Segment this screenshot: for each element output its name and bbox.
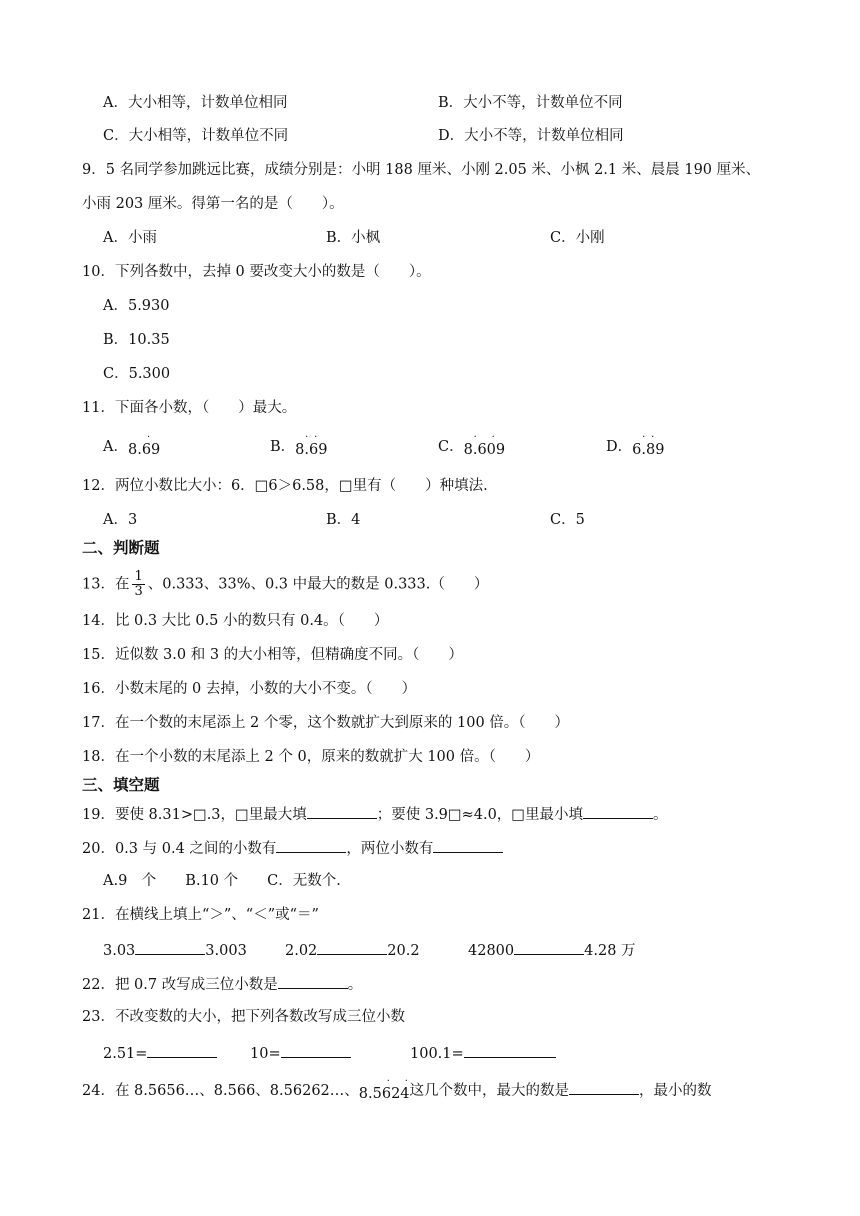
q20-options: A.9 个 B.10 个 C．无数个. [103, 873, 341, 889]
q8-option-b[interactable]: B．大小不等，计数单位不同 [438, 95, 623, 111]
q21-compare-a: 3.03 3.003 [103, 939, 247, 961]
repeat-dot-icon: · [146, 432, 151, 443]
section-heading-fill-in: 三、填空题 [82, 776, 160, 794]
q18-stem: 18．在一个小数的末尾添上 2 个 0，原来的数就扩大 100 倍。（ ） [82, 749, 540, 765]
q24-stem: 24．在 8.5656…、8.566、8.56262…、8.5624 · · 这几个数中，最大的数是 ，最小的数 [82, 1076, 712, 1102]
q20-stem: 20．0.3 与 0.4 之间的小数有 ，两位小数有 [82, 837, 503, 859]
q10-option-b[interactable]: B．10.35 [103, 332, 170, 348]
q8-option-a[interactable]: A．大小相等，计数单位相同 [103, 95, 288, 111]
q14-stem: 14．比 0.3 大比 0.5 小的数只有 0.4。（ ） [82, 613, 389, 629]
q12-option-a[interactable]: A．3 [103, 512, 138, 528]
repeat-dot-icon: · [642, 432, 646, 443]
q9-option-b[interactable]: B．小枫 [326, 230, 381, 246]
q9-option-c[interactable]: C．小刚 [550, 230, 605, 246]
repeat-dot-icon: · [473, 432, 477, 443]
q19-blank-1[interactable] [307, 803, 377, 819]
q8-option-c[interactable]: C．大小相等，计数单位不同 [103, 128, 289, 144]
q13-stem: 13．在 $\frac{1}{3}$ 、0.333、33%、0.3 中最大的数是 0.333.（ ） [82, 569, 489, 599]
q11-d-value: 6.89 · · [632, 432, 665, 458]
q23-item-a: 2.51= [103, 1042, 217, 1064]
q21-stem: 21．在横线上填上“＞”、“＜”或“＝” [82, 907, 319, 923]
q23-blank-c[interactable] [464, 1042, 556, 1058]
q11-option-c[interactable] [438, 432, 506, 458]
section-heading-judgement: 二、判断题 [82, 539, 160, 557]
q11-a-value: 8.69 · [127, 432, 161, 458]
q23-blank-b[interactable] [281, 1042, 351, 1058]
q23-stem: 23．不改变数的大小，把下列各数改写成三位小数 [82, 1009, 405, 1025]
q9-stem-line1: 9．5 名同学参加跳远比赛，成绩分别是：小明 188 厘米、小刚 2.05 米、小枫 2.1 米、晨晨 190 厘米、 [82, 162, 761, 178]
q10-option-a[interactable]: A．5.930 [103, 298, 170, 314]
q11-d-label: D． [606, 439, 633, 455]
q11-option-a[interactable] [103, 432, 161, 458]
q11-b-value: 8.69 · · [295, 432, 328, 458]
q20-blank-1[interactable] [276, 837, 346, 853]
q11-b-label: B． [270, 439, 296, 455]
q10-stem: 10．下列各数中，去掉 0 要改变大小的数是（ ）。 [82, 264, 431, 280]
q8-option-d[interactable]: D．大小不等，计数单位相同 [438, 128, 624, 144]
q10-option-c[interactable]: C．5.300 [103, 366, 171, 382]
q24-blank-1[interactable] [569, 1079, 639, 1095]
q12-option-b[interactable]: B．4 [326, 512, 361, 528]
q21-compare-c: 42800 4.28 万 [468, 939, 636, 961]
fraction-one-third: $\frac{1}{3}$ [134, 569, 143, 599]
q23-item-c: 100.1= [410, 1042, 556, 1064]
q11-option-d[interactable] [606, 432, 665, 458]
q21-blank-a[interactable] [135, 939, 205, 955]
q19-stem: 19．要使 8.31>□.3，□里最大填 ；要使 3.9□≈4.0，□里最小填 。 [82, 803, 668, 825]
q11-c-label: C． [438, 439, 464, 455]
q21-blank-b[interactable] [317, 939, 387, 955]
q24-repeating-decimal: 8.5624 · · [358, 1076, 410, 1102]
q20-blank-2[interactable] [433, 837, 503, 853]
repeat-dot-icon: · [386, 1076, 390, 1087]
q12-stem: 12．两位小数比大小：6．□6＞6.58，□里有（ ）种填法. [82, 478, 488, 494]
q22-stem: 22．把 0.7 改写成三位小数是 。 [82, 973, 362, 995]
repeat-dot-icon: · [314, 432, 318, 443]
q16-stem: 16．小数末尾的 0 去掉，小数的大小不变。（ ） [82, 681, 417, 697]
q11-c-value: 8.609 · · [463, 432, 506, 458]
q17-stem: 17．在一个数的末尾添上 2 个零，这个数就扩大到原来的 100 倍。（ ） [82, 715, 570, 731]
q21-blank-c[interactable] [514, 939, 584, 955]
q11-option-b[interactable] [270, 432, 328, 458]
q15-stem: 15．近似数 3.0 和 3 的大小相等，但精确度不同。（ ） [82, 647, 463, 663]
q23-blank-a[interactable] [147, 1042, 217, 1058]
q22-blank[interactable] [278, 973, 348, 989]
repeat-dot-icon: · [305, 432, 309, 443]
repeat-dot-icon: · [404, 1076, 408, 1087]
q11-a-label: A． [103, 439, 128, 455]
q19-blank-2[interactable] [583, 803, 653, 819]
repeat-dot-icon: · [651, 432, 655, 443]
q12-option-c[interactable]: C．5 [550, 512, 585, 528]
repeat-dot-icon: · [491, 432, 495, 443]
q9-stem-line2: 小雨 203 厘米。得第一名的是（ ）。 [82, 196, 344, 212]
q21-compare-b: 2.02 20.2 [285, 939, 420, 961]
q23-item-b: 10= [250, 1042, 351, 1064]
q9-option-a[interactable]: A．小雨 [103, 230, 157, 246]
q11-stem: 11．下面各小数，（ ）最大。 [82, 400, 297, 416]
